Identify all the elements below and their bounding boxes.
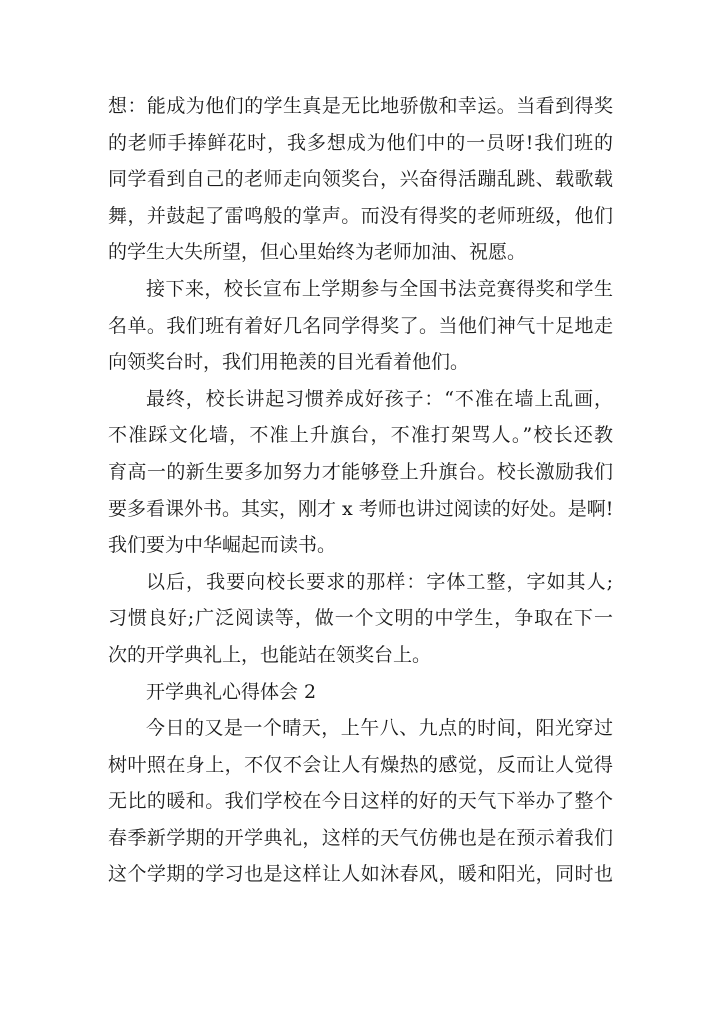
text-line: 我们要为中华崛起而读书。 — [108, 534, 337, 557]
text-line: 舞，并鼓起了雷鸣般的掌声。而没有得奖的老师班级，他们 — [108, 204, 613, 227]
text-line: 树叶照在身上，不仅不会让人有燥热的感觉，反而让人觉得 — [108, 753, 613, 776]
text-line: 名单。我们班有着好几名同学得奖了。当他们神气十足地走 — [108, 314, 613, 337]
text-line: 要多看课外书。其实，刚才 x 考师也讲过阅读的好处。是啊! — [108, 497, 613, 520]
text-line: 想：能成为他们的学生真是无比地骄傲和幸运。当看到得奖 — [108, 95, 613, 117]
document-body — [108, 88, 613, 893]
text-line: 习惯良好;广泛阅读等，做一个文明的中学生，争取在下一 — [108, 607, 613, 630]
text-line: 向领奖台时，我们用艳羡的目光看着他们。 — [108, 351, 470, 374]
text-line: 的老师手捧鲜花时，我多想成为他们中的一员呀!我们班的 — [108, 131, 613, 154]
text-line: 无比的暖和。我们学校在今日这样的好的天气下举办了整个 — [108, 790, 613, 813]
text-line: 育高一的新生要多加努力才能够登上升旗台。校长激励我们 — [108, 460, 613, 483]
paragraph-first-line: 接下来，校长宣布上学期参与全国书法竞赛得奖和学生 — [146, 277, 613, 300]
paragraph-first-line: 最终，校长讲起习惯养成好孩子：“不准在墙上乱画， — [146, 387, 613, 410]
text-line: 的学生大失所望，但心里始终为老师加油、祝愿。 — [108, 241, 527, 264]
text-line: 不准踩文化墙，不准上升旗台，不准打架骂人。”校长还教 — [108, 424, 613, 447]
text-line: 次的开学典礼上，也能站在领奖台上。 — [108, 643, 432, 666]
text-line: 春季新学期的开学典礼，这样的天气仿佛也是在预示着我们 — [108, 826, 613, 849]
paragraph-first-line: 今日的又是一个晴天，上午八、九点的时间，阳光穿过 — [146, 717, 613, 740]
text-line: 这个学期的学习也是这样让人如沐春风，暖和阳光，同时也 — [108, 863, 613, 886]
section-heading: 开学典礼心得体会 2 — [146, 680, 317, 703]
text-line: 同学看到自己的老师走向领奖台，兴奋得活蹦乱跳、载歌载 — [108, 168, 613, 191]
paragraph-first-line: 以后，我要向校长要求的那样：字体工整，字如其人; — [146, 570, 613, 593]
